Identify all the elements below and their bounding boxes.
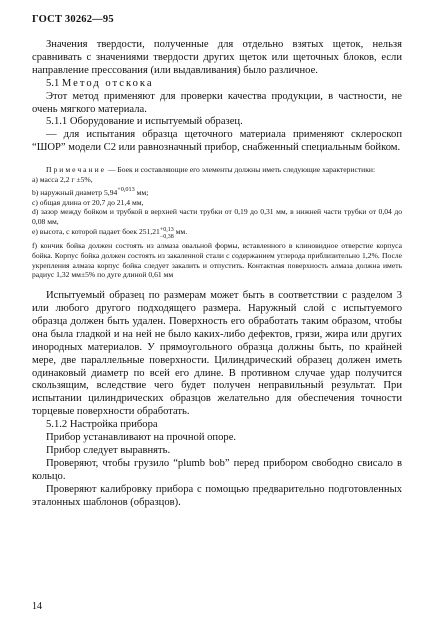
note-label: Примечание — [46, 165, 107, 175]
paragraph-level: Прибор следует выравнять. — [46, 445, 171, 456]
paragraph-plumb-bob: Проверяют, чтобы грузило “plumb bob” перед прибором свободно свисало в кольцо. — [32, 457, 402, 482]
note-intro: Примечание — Боек и составляющие его элементы должны иметь следующие характеристики: — [46, 165, 376, 175]
note-block — [32, 165, 402, 280]
page-number: 14 — [32, 601, 42, 612]
note-item-b: b) наружный диаметр $5,94^{+0,013}$ мм; — [32, 185, 149, 197]
paragraph-support: Прибор устанавливают на прочной опоре. — [46, 432, 237, 444]
paragraph-calibration: Проверяют калибровку прибора с помощью предварительно подготовленных эталонных шаблонов (образцов). — [32, 483, 402, 508]
document-page — [32, 14, 402, 510]
document-header: ГОСТ 30262—95 — [32, 14, 114, 25]
note-item-a: а) масса 2,2 г ±5%, — [32, 174, 93, 184]
section-heading-5-1: 5.1 Метод отскока — [46, 77, 154, 89]
note-item-f: f) кончик бойка должен состоять из алмаза овальной формы, вставленного в клиновидное отверстие корпуса бойка. Корпус бойка должен состоять из закаленной стали с содержанием углерода приблизительно 1,2%. После укрепления алмаза корпус бойка следует закалить и отпустить. Контактная поверхность алмаза должна иметь радиус 1,32 мм±5% по дуге длиной 0,61 мм — [32, 240, 402, 280]
paragraph-scleroscope: — для испытания образца щеточного материала применяют склероскоп “ШОР” модели С2 или равнозначный прибор, снабженный специальным бойком. — [32, 129, 402, 154]
note-item-c: с) общая длина от 20,7 до 21,4 мм, — [32, 197, 144, 207]
note-item-e: е) высота, с которой падает боек 251,21 +0,13 −0,38 мм. — [32, 226, 188, 240]
subsection-5-1-2: 5.1.2 Настройка прибора — [46, 419, 158, 431]
note-item-d: d) зазор между бойком и трубкой в верхней части трубки от 0,19 до 0,31 мм, в нижней части трубки от 0,04 до 0,08 мм, — [32, 207, 402, 227]
paragraph-hardness: Значения твердости, полученные для отдельно взятых щеток, нельзя сравнивать с значениями твердости других щеток или щеточных блоков, если направление прессования (или выдавливания) было различное. — [32, 39, 402, 76]
paragraph-specimen: Испытуемый образец по размерам может быть в соответствии с разделом 3 или любого другого подходящего размера. Наружный слой с испытуемого образца должен быть удален. Поверхность его обработать таким образом, чтобы она была гладкой и на ней не было каких-либо дефектов, грязи, жира или других инородных материалов. У прямоугольного образца должны быть, по крайней мере, две параллельные поверхности. Цилиндрический образец должен иметь одинаковый диаметр по всей его длине. В противном случае удар получится скользящим, вследствие чего будет получен неправильный результат. При испытании цилиндрических образцов желательно для обеспечения точности торцевые поверхности обработать. — [32, 290, 402, 418]
section-title: Метод отскока — [61, 77, 154, 89]
paragraph-method: Этот метод применяют для проверки качества продукции, в частности, не очень мягкого материала. — [32, 90, 402, 115]
subsection-5-1-1: 5.1.1 Оборудование и испытуемый образец. — [46, 116, 243, 128]
